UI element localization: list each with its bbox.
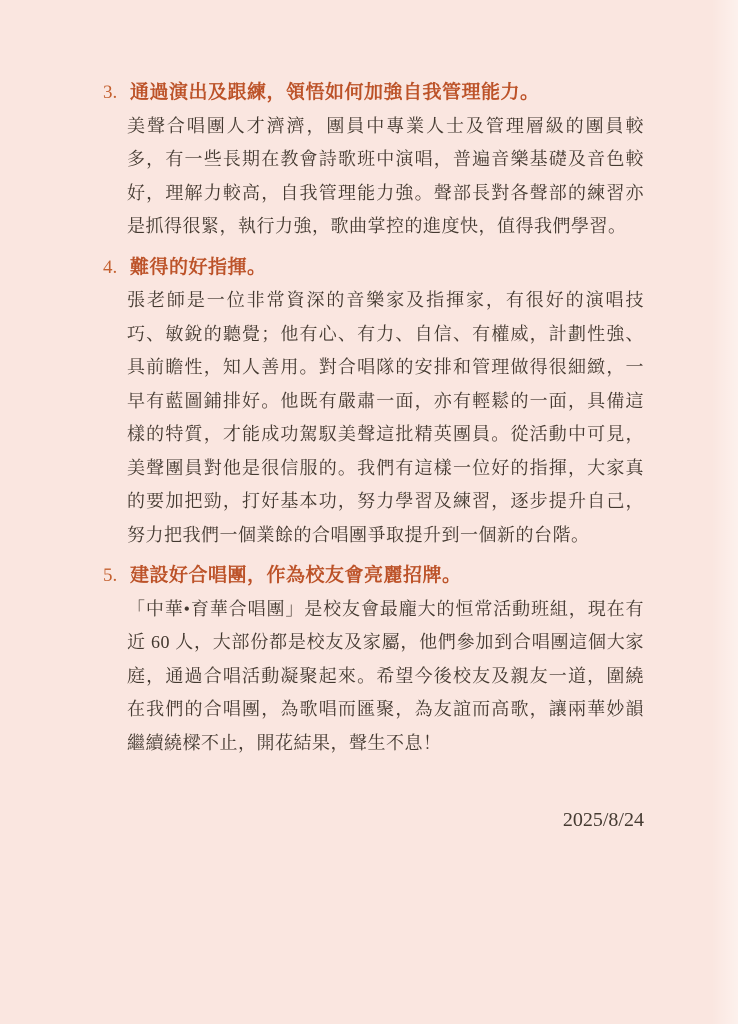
section-5-heading-row: [103, 559, 644, 593]
section-5-number: 5.: [103, 565, 118, 586]
section-5-title: 建設好合唱團，作為校友會亮麗招牌。: [130, 565, 462, 586]
section-5: [103, 559, 644, 760]
section-3-paragraph: 美聲合唱團人才濟濟，團員中專業人士及管理層級的團員較多，有一些長期在教會詩歌班中演唱，普遍音樂基礎及音色較好，理解力較高，自我管理能力強。聲部長對各聲部的練習亦是抓得很緊，執行力強，歌曲掌控的進度快，值得我們學習。: [127, 115, 644, 236]
section-3-heading-row: [103, 76, 644, 110]
document-date: 2025/8/24: [562, 809, 644, 831]
section-5-paragraph: 「中華•育華合唱團」是校友會最龐大的恒常活動班組，現在有近 60 人，大部份都是校友及家屬，他們參加到合唱團這個大家庭，通過合唱活動凝聚起來。希望今後校友及親友一道，圍繞在我們的合唱團，為歌唱而匯聚，為友誼而高歌，讓兩華妙韻繼續繞樑不止，開花結果，聲生不息！: [127, 598, 644, 753]
section-3: [103, 76, 644, 244]
section-4-paragraph: 張老師是一位非常資深的音樂家及指揮家，有很好的演唱技巧、敏銳的聽覺；他有心、有力、自信、有權威，計劃性強、具前瞻性，知人善用。對合唱隊的安排和管理做得很細緻，一早有藍圖鋪排好。他既有嚴肅一面，亦有輕鬆的一面，具備這樣的特質，才能成功駕馭美聲這批精英團員。從活動中可見，美聲團員對他是很信服的。我們有這樣一位好的指揮，大家真的要加把勁，打好基本功，努力學習及練習，逐步提升自己，努力把我們一個業餘的合唱團爭取提升到一個新的台階。: [127, 290, 644, 545]
document-content: [103, 76, 644, 831]
section-4-heading-row: [103, 251, 644, 285]
section-4-number: 4.: [103, 256, 118, 278]
section-3-title: 通過演出及跟練，領悟如何加強自我管理能力。: [130, 82, 540, 103]
section-4-title: 難得的好指揮。: [130, 256, 267, 278]
section-4: [103, 251, 644, 553]
section-3-number: 3.: [103, 82, 118, 103]
